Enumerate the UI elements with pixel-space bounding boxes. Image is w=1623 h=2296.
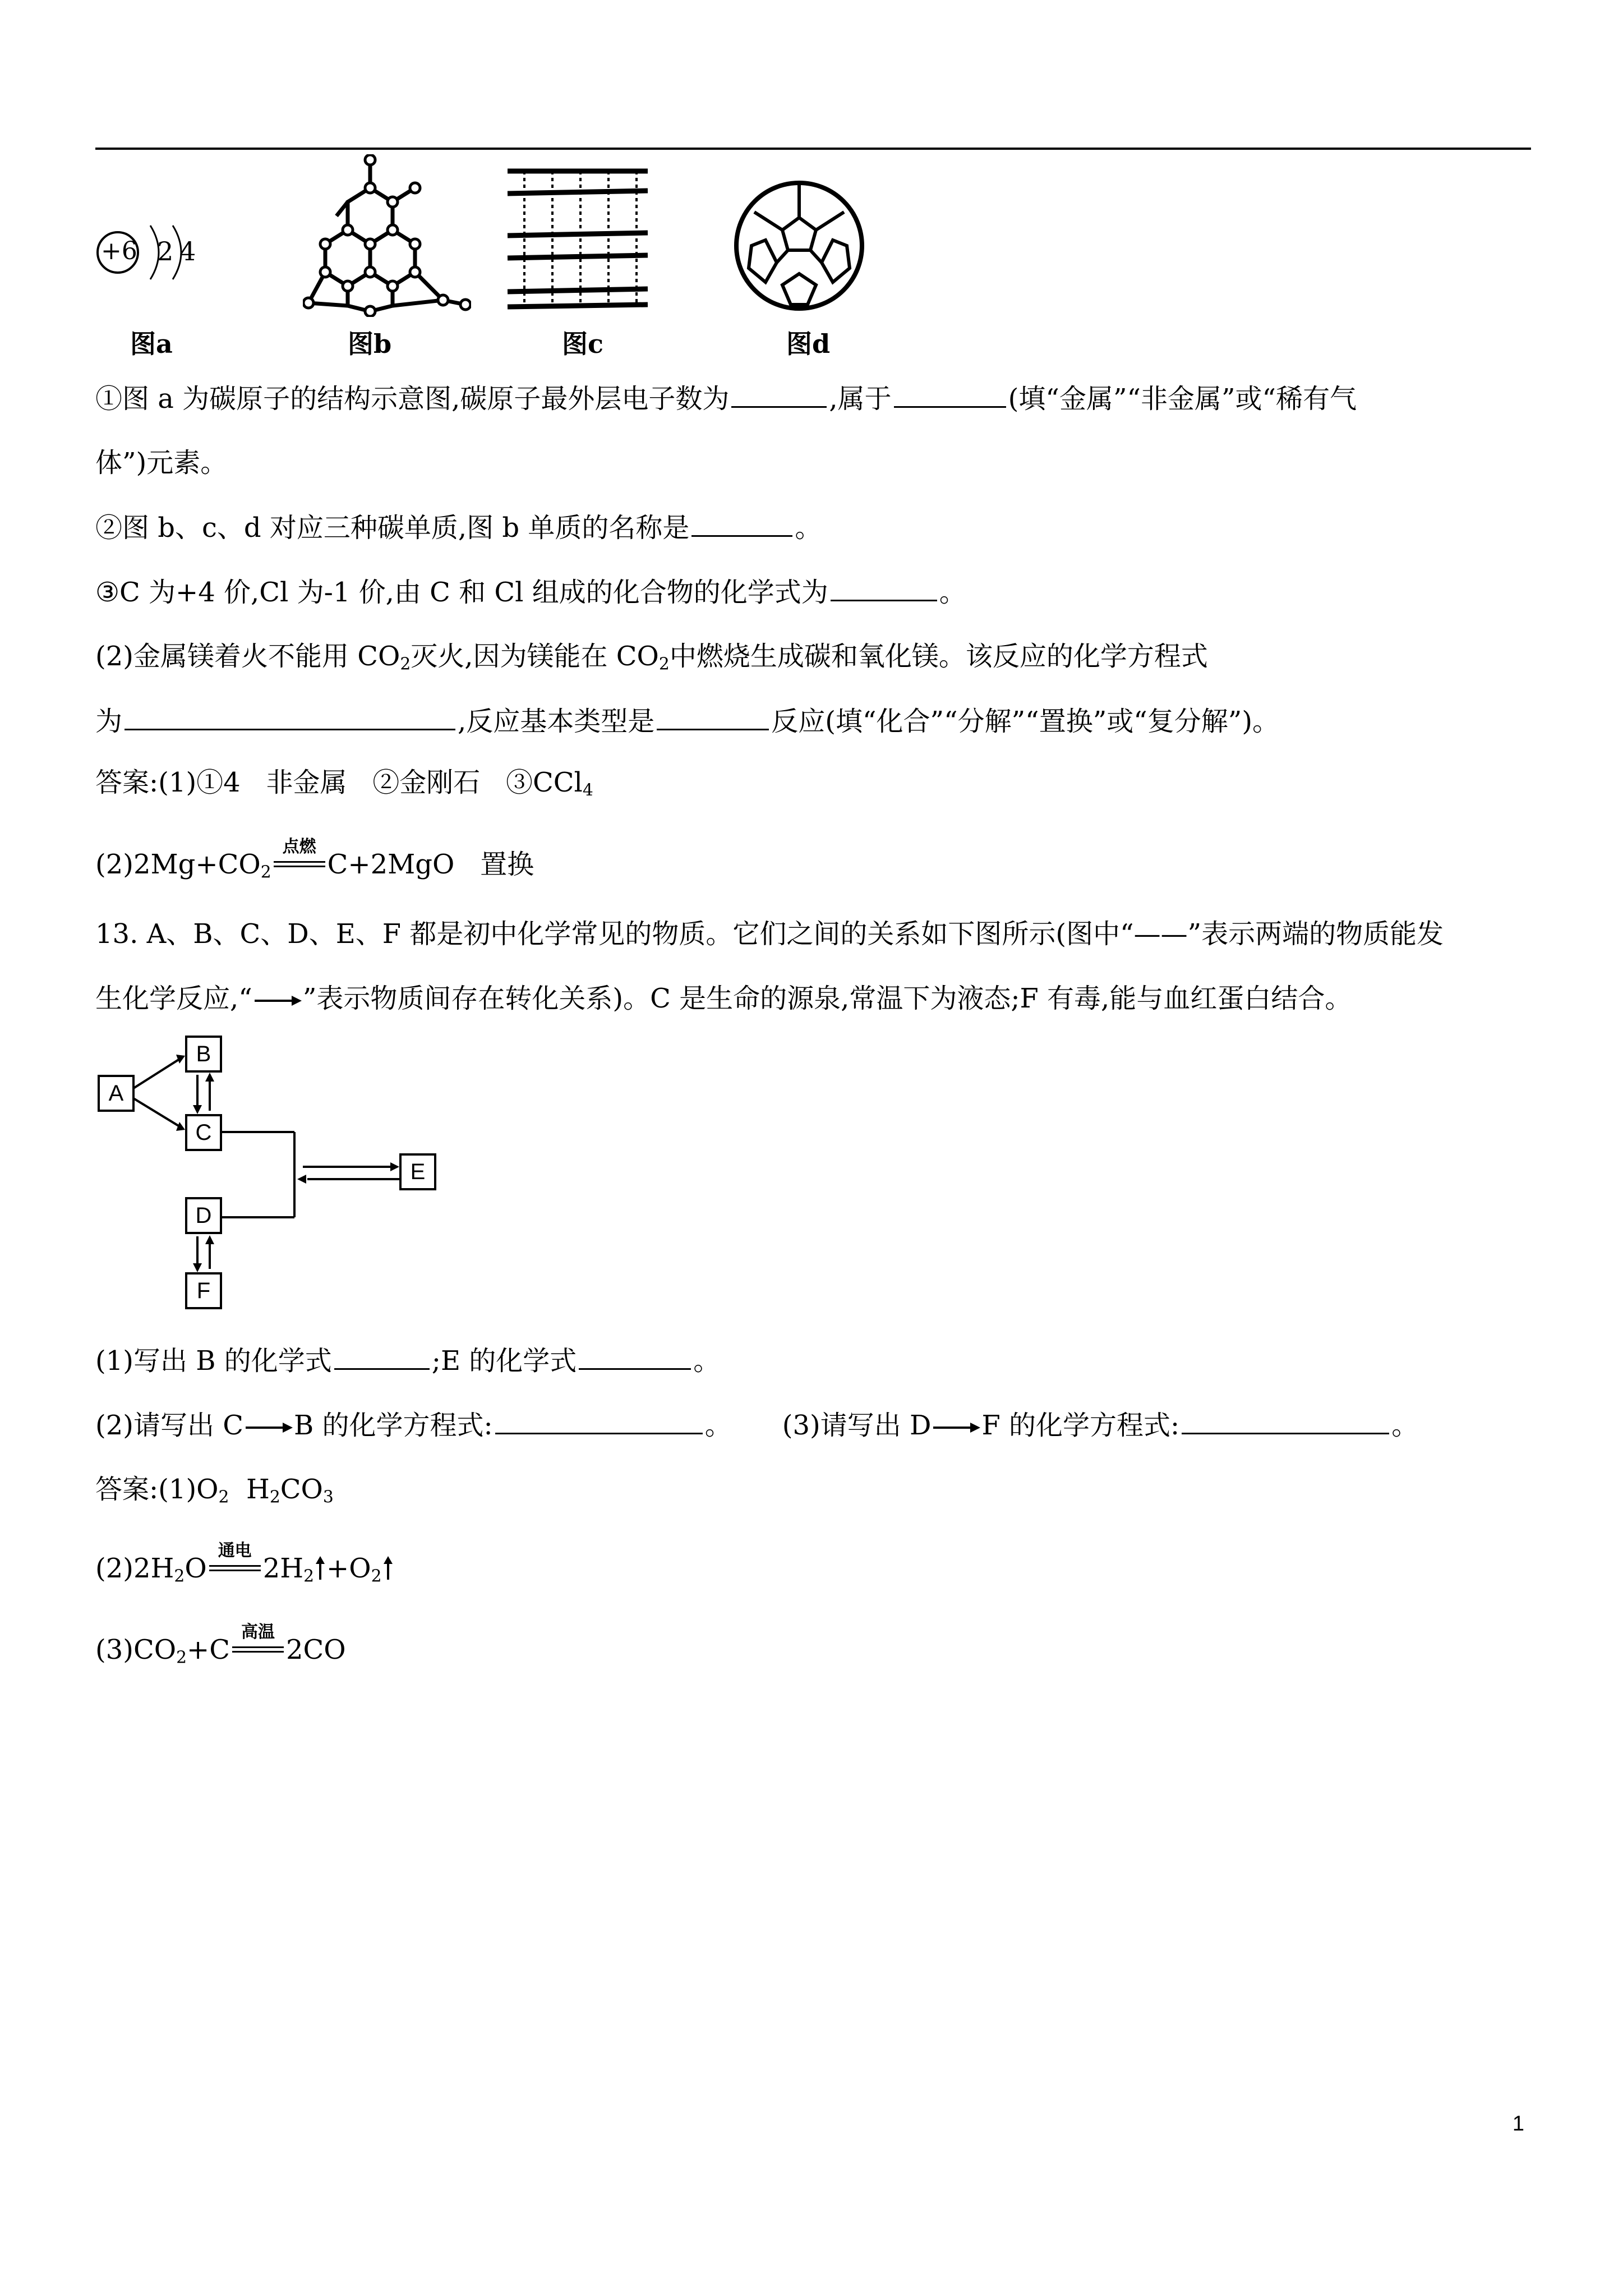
q13-answer-3: $(3)CO_2+C$ 高温 2CO [95,1622,346,1668]
figure-b-diamond [303,154,471,317]
answer-blank[interactable] [831,575,937,601]
node-f: F [196,1278,211,1303]
arrow-icon [252,992,303,1009]
answer-blank[interactable] [691,510,792,537]
caption-fig-a: 图a [130,329,173,359]
node-b: B [196,1042,211,1066]
atom-shell-2: 4 [179,236,196,266]
arrow-icon [243,1419,294,1436]
node-c: C [195,1120,212,1145]
q12-line-2: 体”)元素。 [95,447,228,478]
answer-blank[interactable] [495,1408,703,1434]
q12-answer-1: 答案:(1)①4 非金属 ②金刚石 ③CCl$_4$ [95,767,593,800]
page-number: 1 [1512,2112,1524,2136]
atom-nucleus: +6 [101,237,137,265]
q13-line-2: 生化学反应,“ ”表示物质间存在转化关系)。C 是生命的源泉,常温下为液态;F 有毒,能与血红蛋白结合。 [95,983,1352,1014]
q12-answer-2: $(2)2Mg+CO_2$ 点燃 C+2MgO 置换 [95,837,534,882]
gas-up-arrow-icon [382,1556,394,1581]
figure-c-graphite [502,160,653,314]
answer-blank[interactable] [894,381,1006,408]
answer-blank[interactable] [334,1343,430,1370]
node-d: D [195,1203,212,1228]
q13-answer-2: $(2)2H_2O$ 通电 $2H_2 +O_2$ [95,1548,394,1593]
caption-fig-b: 图b [348,329,392,359]
header-rule [95,148,1531,150]
q12-line-6: 为 ,反应基本类型是 反应(填“化合”“分解”“置换”或“复分解”)。 [95,704,1279,738]
q13-line-1: 13. A、B、C、D、E、F 都是初中化学常见的物质。它们之间的关系如下图所示(图中“——”表示两端的物质能发 [95,918,1444,950]
node-a: A [108,1081,124,1106]
answer-blank[interactable] [657,704,769,730]
q12-line-4: ③C 为+4 价,Cl 为-1 价,由 C 和 Cl 组成的化合物的化学式为 。 [95,575,966,609]
reaction-condition: 通电 [207,1548,263,1580]
q13-part-1: (1)写出 B 的化学式 ;E 的化学式 。 [95,1343,720,1378]
answer-blank[interactable] [579,1343,691,1370]
q12-line-1: ①图 a 为碳原子的结构示意图,碳原子最外层电子数为 ,属于 (填“金属”“非金属”或“稀有气 [95,381,1357,416]
answer-blank[interactable] [1182,1408,1389,1434]
caption-fig-c: 图c [562,329,604,359]
reaction-condition: 高温 [230,1630,286,1661]
q13-answer-1: 答案$:(1)O_2$ $H_2CO_3$ [95,1474,334,1507]
q12-line-3: ②图 b、c、d 对应三种碳单质,图 b 单质的名称是 。 [95,510,822,545]
q13-part-2-3: (2)请写出 C B 的化学方程式: 。 (3)请写出 D F 的化学方程式: 。 [95,1408,1418,1442]
arrow-icon [931,1419,981,1436]
caption-fig-d: 图d [786,329,831,359]
reaction-condition: 点燃 [271,844,328,876]
figure-d-fullerene [732,178,866,313]
node-e: E [410,1159,426,1184]
q12-line-5: (2)金属镁着火不能用 $CO_2$灭火,因为镁能在 $CO_2$中燃烧生成碳和氧化镁。该反应的化学方程式 [95,641,1208,674]
gas-up-arrow-icon [314,1556,326,1581]
atom-shell-1: 2 [157,236,174,266]
answer-blank[interactable] [731,381,827,408]
answer-blank[interactable] [125,704,455,730]
